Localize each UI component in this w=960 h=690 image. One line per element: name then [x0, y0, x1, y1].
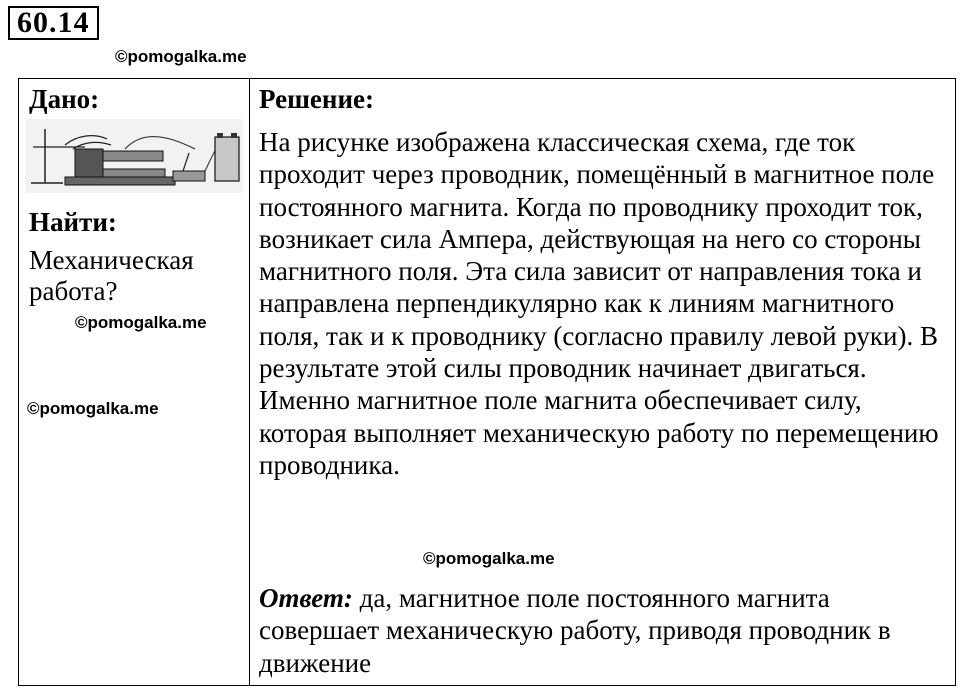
watermark-left-2: ©pomogalka.me	[27, 399, 159, 418]
solution-text: На рисунке изображена классическая схема, где ток проходит через проводник, помещённый в магнитное поле постоянного магнита. Когда по проводнику проходит ток, возникает сила Ампера, действующая на него со стороны магнитного поля. Эта сила зависит от направления тока и направлена перпендикулярно как к линиям магнитного поля, так и к проводнику (согласно правилу левой руки). В результате этой силы проводник начинает двигаться. Именно магнитное поле магнита обеспечивает силу, которая выполняет механическую работу по перемещению проводника.	[259, 127, 939, 480]
find-text: Механическая работа?	[29, 245, 194, 306]
problem-number: 60.14	[8, 6, 99, 40]
solution-table	[18, 78, 956, 686]
given-heading: Дано:	[29, 84, 100, 114]
watermark-left-1: ©pomogalka.me	[75, 313, 207, 332]
watermark-inline: ©pomogalka.me	[423, 549, 555, 568]
answer-text: да, магнитное поле постоянного магнита совершает механическую работу, приводя проводник в движение	[259, 583, 891, 678]
watermark-top: ©pomogalka.me	[115, 47, 247, 66]
find-heading: Найти:	[29, 207, 117, 237]
answer-block	[259, 582, 949, 679]
solution-heading: Решение:	[259, 84, 374, 114]
magnet-conductor-apparatus-icon	[25, 119, 243, 193]
column-divider	[249, 79, 250, 685]
answer-label: Ответ:	[259, 583, 353, 613]
